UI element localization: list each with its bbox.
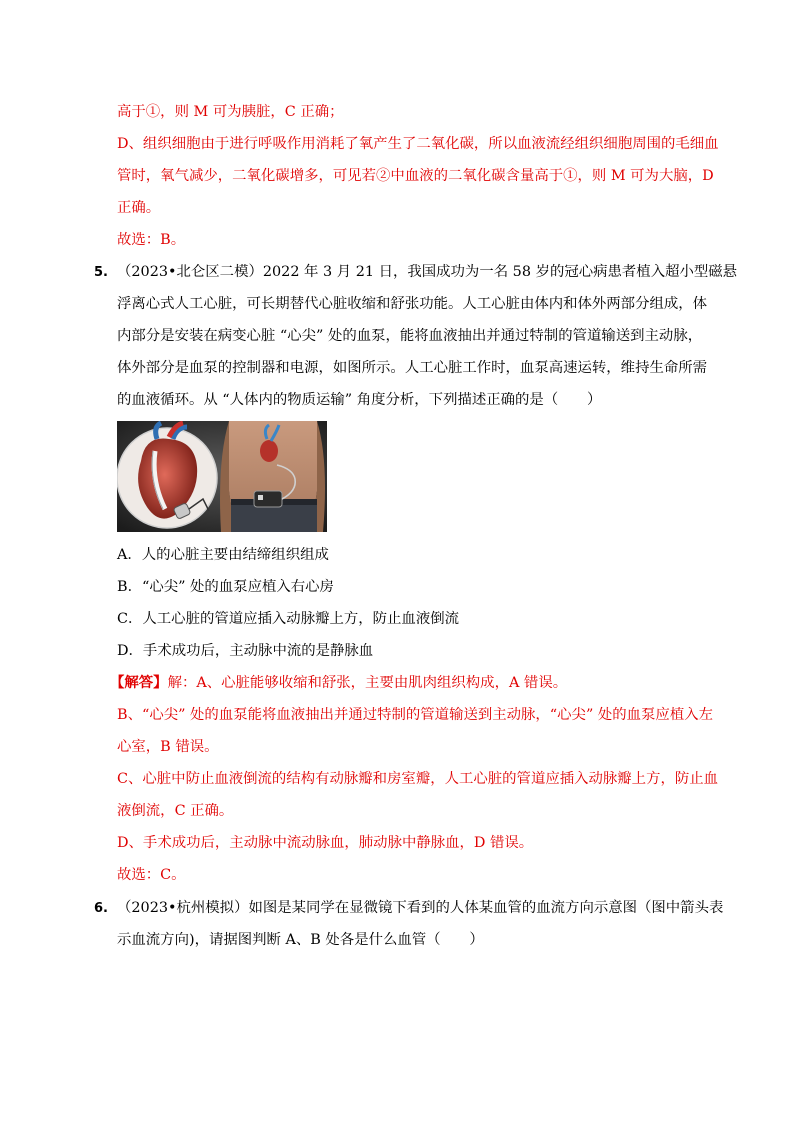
option-b: B．“心尖” 处的血泵应植入右心房: [117, 579, 334, 595]
option-d: D．手术成功后，主动脉中流的是静脉血: [117, 643, 374, 659]
question-number: 5.: [94, 265, 108, 280]
answer-first-line: [110, 673, 567, 693]
question-text-line: 的血液循环。从 “人体内的物质运输” 角度分析，下列描述正确的是（ ）: [117, 392, 602, 408]
question-text-line: 内部分是安装在病变心脏 “心尖” 处的血泵，能将血液抽出并通过特制的管道输送到主动脉，: [117, 328, 703, 344]
answer-line: 高于①，则 M 可为胰脏，C 正确；: [117, 104, 344, 120]
answer-choice: 故选：C。: [117, 867, 186, 883]
question-text-line: 体外部分是血泵的控制器和电源，如图所示。人工心脏工作时，血泵高速运转，维持生命所需: [117, 360, 708, 376]
answer-line: 正确。: [117, 200, 161, 216]
question-text-line: （2023•北仑区二模）2022 年 3 月 21 日，我国成功为一名 58 岁的冠心病患者植入超小型磁悬: [117, 264, 738, 280]
answer-line: 心室，B 错误。: [117, 739, 219, 755]
question-text-line: 示血流方向)，请据图判断 A、B 处各是什么血管（ ）: [117, 932, 484, 948]
answer-line: 液倒流，C 正确。: [117, 803, 234, 819]
artificial-heart-figure: [117, 421, 327, 532]
answer-line: 管时，氧气减少，二氧化碳增多，可见若②中血液的二氧化碳含量高于①，则 M 可为大脑，D: [117, 168, 714, 184]
question-text-line: 浮离心式人工心脏，可长期替代心脏收缩和舒张功能。人工心脏由体内和体外两部分组成，体: [117, 296, 708, 312]
question-text-line: （2023•杭州模拟）如图是某同学在显微镜下看到的人体某血管的血流方向示意图（图中箭头表: [117, 900, 724, 916]
answer-tag: 【解答】: [110, 674, 168, 691]
question-number: 6.: [94, 901, 108, 916]
answer-text: 解：A、心脏能够收缩和舒张，主要由肌肉组织构成，A 错误。: [167, 675, 568, 691]
answer-line: D、手术成功后，主动脉中流动脉血，肺动脉中静脉血，D 错误。: [117, 835, 534, 851]
option-a: A．人的心脏主要由结缔组织组成: [117, 547, 329, 563]
answer-line: B、“心尖” 处的血泵能将血液抽出并通过特制的管道输送到主动脉，“心尖” 处的血泵应植入左: [117, 707, 713, 723]
option-c: C．人工心脏的管道应插入动脉瓣上方，防止血液倒流: [117, 611, 459, 627]
answer-line: C、心脏中防止血液倒流的结构有动脉瓣和房室瓣，人工心脏的管道应插入动脉瓣上方，防止血: [117, 771, 719, 787]
answer-line: D、组织细胞由于进行呼吸作用消耗了氧产生了二氧化碳，所以血液流经组织细胞周围的毛细血: [117, 136, 719, 152]
answer-choice: 故选：B。: [117, 232, 186, 248]
